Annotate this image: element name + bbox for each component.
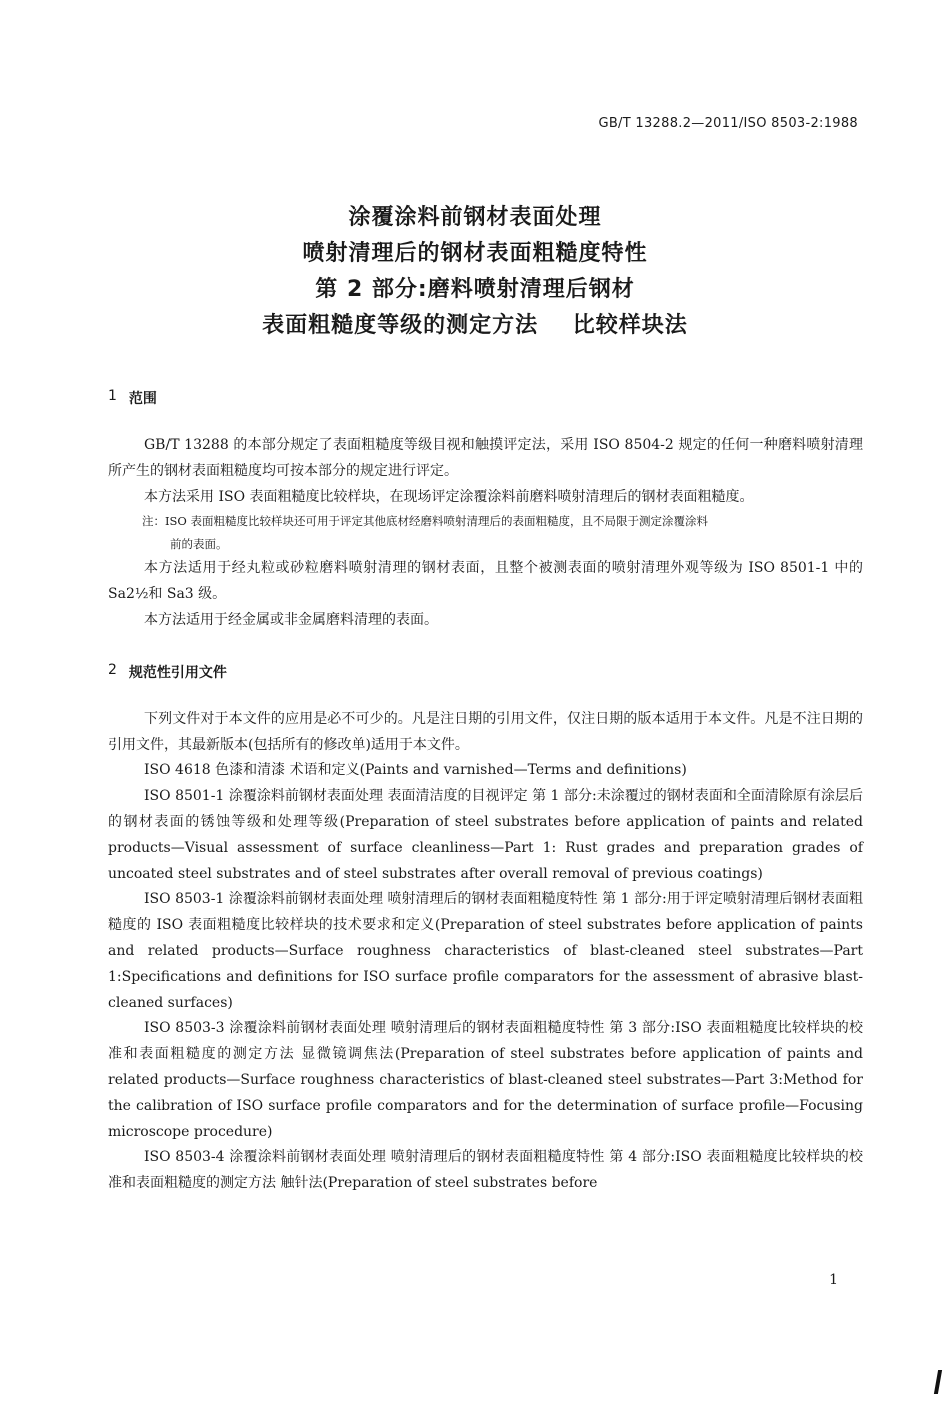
- paragraph: 下列文件对于本文件的应用是必不可少的。凡是注日期的引用文件，仅注日期的版本适用于本文件。凡是不注日期的引用文件，其最新版本(包括所有的修改单)适用于本文件。: [108, 710, 863, 753]
- reference-entry: ISO 8503-4 涂覆涂料前钢材表面处理 喷射清理后的钢材表面粗糙度特性 第 4 部分:ISO 表面粗糙度比较样块的校准和表面粗糙度的测定方法 触针法(Preparation of steel substrates before: [108, 1149, 863, 1192]
- section-scope: [108, 388, 863, 634]
- title-line: 第 2 部分:磨料喷射清理后钢材: [315, 277, 635, 302]
- section-heading: [108, 662, 863, 682]
- section-title: 规范性引用文件: [128, 664, 227, 681]
- note-label: 注：: [142, 514, 165, 529]
- section-number: 1: [108, 388, 117, 404]
- page-number: 1: [829, 1272, 838, 1288]
- reference-entry: ISO 8503-3 涂覆涂料前钢材表面处理 喷射清理后的钢材表面粗糙度特性 第 3 部分:ISO 表面粗糙度比较样块的校准和表面粗糙度的测定方法 显微镜调焦法(Preparation of steel substrates before application of paints and related products—Surface roughness characteristics of blast-cleaned steel substrates—Part 3:Method for the calibration of ISO surface profile comparators and for the determination of surface profile—Focusing microscope procedure): [108, 1020, 863, 1140]
- section-title: 范围: [128, 391, 157, 407]
- title-line: 涂覆涂料前钢材表面处理: [348, 205, 602, 230]
- paragraph: 本方法适用于经金属或非金属磨料清理的表面。: [144, 611, 438, 628]
- note-text: ISO 表面粗糙度比较样块还可用于评定其他底材经磨料喷射清理后的表面粗糙度，且不局限于测定涂覆涂料: [165, 514, 708, 529]
- standard-number-header: GB/T 13288.2—2011/ISO 8503-2:1988: [598, 116, 858, 131]
- section-number: 2: [108, 661, 117, 678]
- scan-edge-mark: [934, 1370, 942, 1394]
- section-normative-references: [108, 662, 863, 1197]
- paragraph: 本方法采用 ISO 表面粗糙度比较样块，在现场评定涂覆涂料前磨料喷射清理后的钢材表面粗糙度。: [144, 488, 754, 505]
- paragraph: GB/T 13288 的本部分规定了表面粗糙度等级目视和触摸评定法，采用 ISO 8504-2 规定的任何一种磨料喷射清理所产生的钢材表面粗糙度均可按本部分的规定进行评定。: [108, 437, 863, 479]
- note: [108, 510, 863, 556]
- reference-entry: ISO 8503-1 涂覆涂料前钢材表面处理 喷射清理后的钢材表面粗糙度特性 第 1 部分:用于评定喷射清理后钢材表面粗糙度的 ISO 表面粗糙度比较样块的技术要求和定义(Preparation of steel substrates before application of paints and related products—Surface roughness characteristics of blast-cleaned steel substrates—Part 1:Specifications and definitions for ISO surface profile comparators for the assessment of abrasive blast-cleaned surfaces): [108, 891, 863, 1011]
- reference-entry: ISO 4618 色漆和清漆 术语和定义(Paints and varnished—Terms and definitions): [144, 762, 687, 779]
- title-line: 表面粗糙度等级的测定方法 比较样块法: [262, 313, 688, 338]
- title-line: 喷射清理后的钢材表面粗糙度特性: [302, 241, 648, 266]
- paragraph: 本方法适用于经丸粒或砂粒磨料喷射清理的钢材表面，且整个被测表面的喷射清理外观等级为 ISO 8501-1 中的 Sa2½和 Sa3 级。: [108, 560, 863, 603]
- note-text-continued: 前的表面。: [170, 537, 228, 552]
- section-heading: [108, 388, 863, 408]
- document-title: [0, 200, 950, 344]
- document-body: [108, 388, 863, 1197]
- reference-entry: ISO 8501-1 涂覆涂料前钢材表面处理 表面清洁度的目视评定 第 1 部分:未涂覆过的钢材表面和全面清除原有涂层后的钢材表面的锈蚀等级和处理等级(Preparation of steel substrates before application of paints and related products—Visual assessment of surface cleanliness—Part 1: Rust grades and preparation grades of uncoated steel substrates and of steel substrates after overall removal of previous coatings): [108, 788, 863, 882]
